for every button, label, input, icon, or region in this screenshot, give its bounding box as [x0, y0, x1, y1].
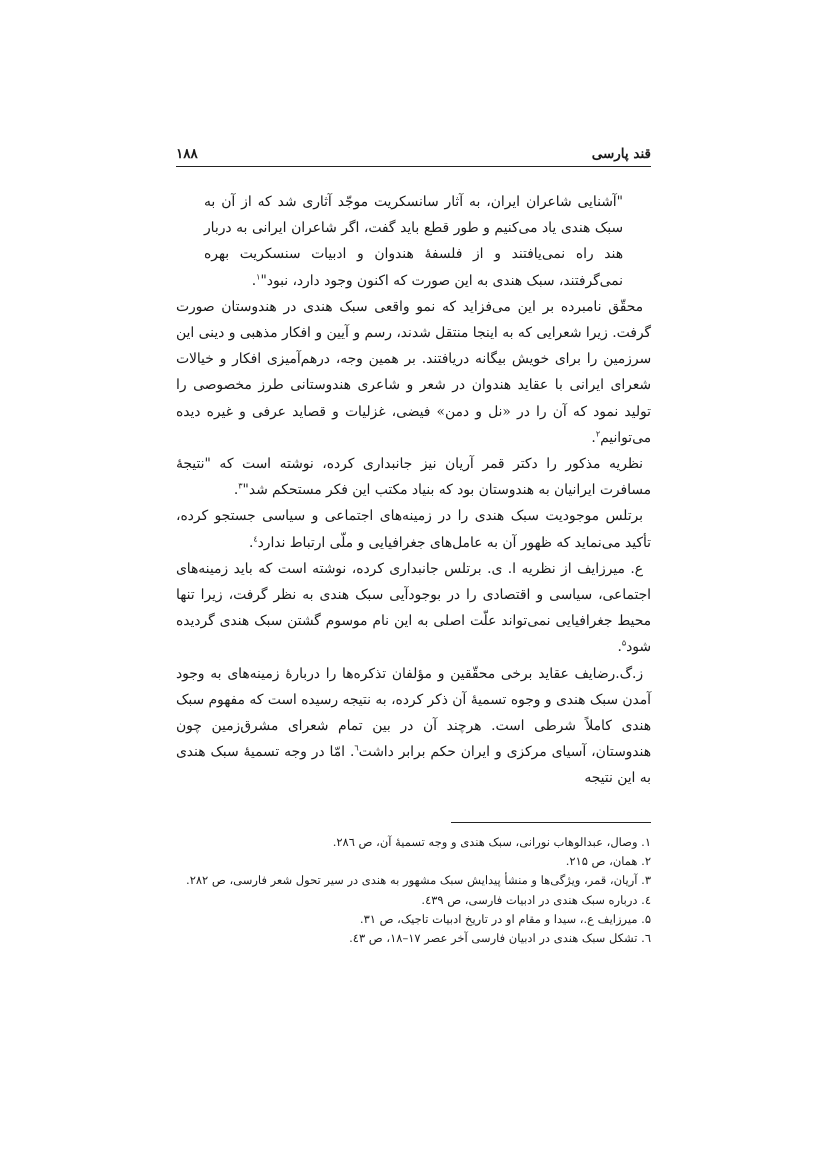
paragraph: برتلس موجودیت سبک هندی را در زمینه‌های اجتماعی و سیاسی جستجو کرده، تأکید می‌نماید که ظهور آن به عامل‌های جغرافیایی و ملّی ارتباط ندارد$^٤$.: [176, 508, 651, 551]
page-number: ۱۸۸: [176, 146, 198, 162]
footnotes: [176, 833, 651, 949]
running-header: [176, 138, 651, 167]
footnote-ref: ۳: [238, 481, 243, 491]
paragraph: ع. میرزایف از نظریه ا. ی. برتلس جانبداری کرده، نوشته است که باید زمینه‌های اجتماعی، سیاسی و اقتصادی را در بوجودآیی سبک هندی به نظر گرفت، زیرا تنها محیط جغرافیایی نمی‌تواند علّت اصلی به این نام موسوم گشتن سبک هندی گردیده شود$^۵$.: [176, 560, 651, 656]
footnote: ٦. تشکل سبک هندی در ادبیان فارسی آخر عصر ۱۷–۱۸، ص ٤۳.: [349, 931, 651, 946]
paragraph: نظریه مذکور را دکتر قمر آریان نیز جانبداری کرده، نوشته است که "نتیجهٔ مسافرت ایرانیان به هندوستان بود که بنیاد مکتب این فکر مستحکم شد"$^۳$.: [176, 456, 651, 499]
paragraph: [176, 661, 651, 792]
footnote-ref: ۲: [595, 429, 601, 439]
footnote: ۲. همان، ص ۲۱۵.: [565, 853, 651, 868]
footnote: ۳. آریان، قمر، ویژگی‌ها و منشأ پیدایش سبک مشهور به هندی در سیر تحول شعر فارسی، ص ۲۸۲.: [186, 873, 651, 888]
paragraph-tail: . امّا در وجه تسمیهٔ سبک هندی به این نتیجه: [176, 744, 651, 787]
body-text: [176, 189, 651, 792]
paragraph-text: محقّق نامبرده بر این می‌فزاید که نمو واقعی سبک هندی در هندوستان صورت گرفت. زیرا شعرایی که به اینجا منتقل شدند، رسم و آیین و افکار مذهبی و دینی این سرزمین را برای خویش بیگانه دریافتند. بر همین وجه، درهم‌آمیزی افکار و خیالات شعرای ایرانی با عقاید هندوان در شعر و شاعری هندوستانی طرز مخصوصی را تولید نمود که آن را در «نل و دمن» فیضی، غزلیات و قصاید عرفی و غیره دیده می‌توانیم: [176, 298, 651, 446]
paragraph-text: برتلس موجودیت سبک هندی را در زمینه‌های اجتماعی و سیاسی جستجو کرده، تأکید می‌نماید که ظهور آن به عامل‌های جغرافیایی و ملّی ارتباط ندارد: [176, 508, 651, 551]
paragraph: محقّق نامبرده بر این می‌فزاید که نمو واقعی سبک هندی در هندوستان صورت گرفت. زیرا شعرایی که به اینجا منتقل شدند، رسم و آیین و افکار مذهبی و دینی این سرزمین را برای خویش بیگانه دریافتند. بر همین وجه، درهم‌آمیزی افکار و خیالات شعرای ایرانی با عقاید هندوان در شعر و شاعری هندوستانی طرز مخصوصی را تولید نمود که آن را در «نل و دمن» فیضی، غزلیات و قصاید عرفی و غیره دیده می‌توانیم$^۲$.: [176, 298, 651, 446]
page: [176, 138, 651, 948]
journal-title: قند پارسی: [591, 146, 651, 162]
block-quote: "آشنایی شاعران ایران، به آثار سانسکریت موجّد آثاری شد که از آن به سبک هندی یاد می‌کنیم و طور قطع باید گفت، اگر شاعران ایرانی به دربار هند راه نمی‌یافتند و از فلسفهٔ هندوان و ادبیات سنسکریت بهره نمی‌گرفتند، سبک هندی به این صورت که اکنون وجود دارد، نبود"$^۱$.: [204, 194, 623, 289]
footnote: ۵. میرزایف ع.، سیدا و مقام او در تاریخ ادبیات تاجیک، ص ۳۱.: [359, 911, 651, 926]
paragraph-text: نظریه مذکور را دکتر قمر آریان نیز جانبداری کرده، نوشته است که "نتیجهٔ مسافرت ایرانیان به هندوستان بود که بنیاد مکتب این فکر مستحکم شد": [176, 456, 651, 499]
quote-text: "آشنایی شاعران ایران، به آثار سانسکریت موجّد آثاری شد که از آن به سبک هندی یاد می‌کنیم و طور قطع باید گفت، اگر شاعران ایرانی به دربار هند راه نمی‌یافتند و از فلسفهٔ هندوان و ادبیات سنسکریت بهره نمی‌گرفتند، سبک هندی به این صورت که اکنون وجود دارد، نبود": [204, 194, 623, 289]
footnote-ref: ٦: [354, 743, 359, 753]
paragraph-text: ز.گ.رضایف عقاید برخی محقّقین و مؤلفان تذکره‌ها را دربارهٔ زمینه‌های به وجود آمدن سبک هندی و وجوه تسمیهٔ آن ذکر کرده، به نتیجه رسیده است که مفهوم سبک هندی کاملاً شرطی است. هرچند آن در بین تمام شعرای مشرق‌زمین چون هندوستان، آسیای مرکزی و ایران حکم برابر داشت: [176, 665, 651, 761]
footnote-separator: [451, 822, 651, 823]
footnote: ۱. وصال، عبدالوهاب نورانی، سبک هندی و وجه تسمیهٔ آن، ص ۲۸٦.: [332, 834, 651, 849]
footnote: ٤. درباره سبک هندی در ادبیات فارسی، ص ٤۳۹.: [421, 892, 651, 907]
footnote-ref: ۵: [621, 638, 627, 648]
footnote-ref: ٤: [253, 534, 258, 544]
paragraph-text: ع. میرزایف از نظریه ا. ی. برتلس جانبداری کرده، نوشته است که باید زمینه‌های اجتماعی، سیاسی و اقتصادی را در بوجودآیی سبک هندی به نظر گرفت، زیرا تنها محیط جغرافیایی نمی‌تواند علّت اصلی به این نام موسوم گشتن سبک هندی گردیده شود: [176, 560, 651, 656]
footnote-ref: ۱: [256, 272, 261, 282]
